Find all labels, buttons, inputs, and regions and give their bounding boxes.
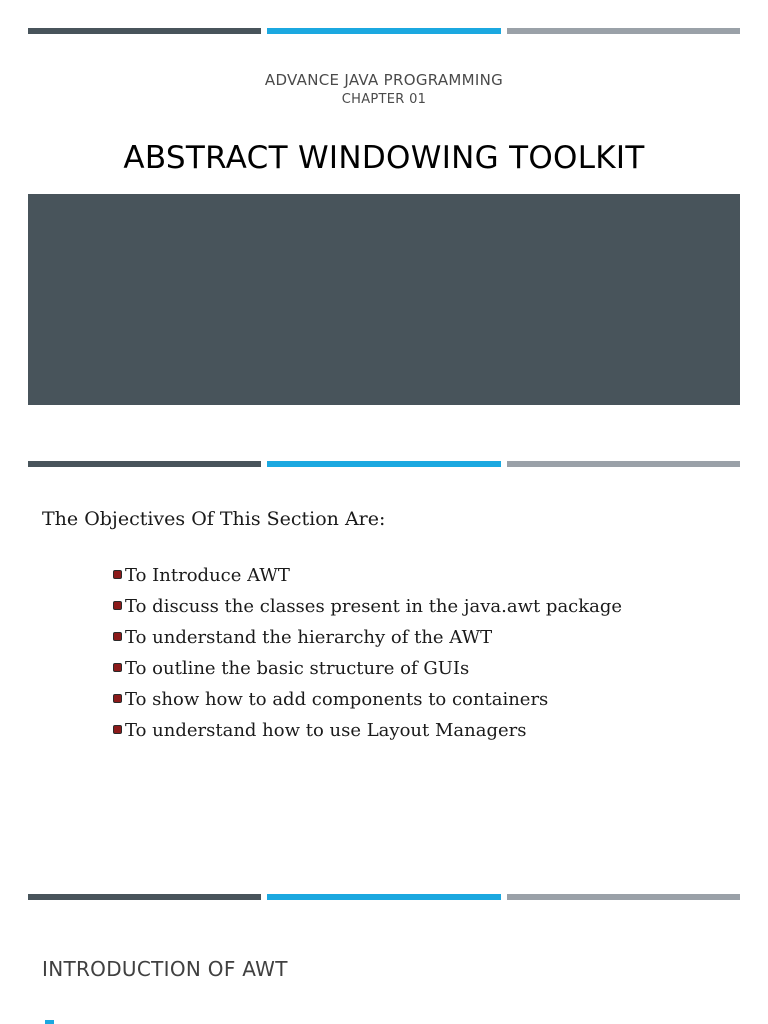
rule-segment-gray bbox=[507, 461, 740, 467]
chapter-label: CHAPTER 01 bbox=[341, 92, 427, 107]
rule-segment-blue bbox=[267, 894, 500, 900]
list-item-text: To show how to add components to containers bbox=[125, 689, 549, 710]
list-item bbox=[113, 688, 622, 719]
square-bullet-icon bbox=[113, 601, 122, 610]
rule-segment-blue bbox=[267, 28, 500, 34]
middle-divider-rule bbox=[28, 461, 740, 467]
list-item bbox=[113, 657, 622, 688]
section-heading: INTRODUCTION OF AWT bbox=[42, 957, 288, 981]
square-bullet-icon bbox=[113, 663, 122, 672]
rule-segment-dark bbox=[28, 28, 261, 34]
list-item-text: To understand how to use Layout Managers bbox=[125, 720, 527, 741]
list-item bbox=[113, 595, 622, 626]
list-item-text: To Introduce AWT bbox=[125, 565, 290, 586]
title-banner bbox=[28, 194, 740, 405]
bottom-divider-rule bbox=[28, 894, 740, 900]
square-bullet-icon bbox=[113, 570, 122, 579]
square-bullet-icon bbox=[113, 725, 122, 734]
list-item-text: To discuss the classes present in the java.awt package bbox=[125, 596, 623, 617]
course-title: ADVANCE JAVA PROGRAMMING bbox=[264, 71, 504, 89]
list-item bbox=[113, 564, 622, 595]
objectives-list bbox=[113, 564, 622, 750]
rule-segment-gray bbox=[507, 28, 740, 34]
square-bullet-icon bbox=[113, 632, 122, 641]
rule-segment-blue bbox=[267, 461, 500, 467]
rule-segment-dark bbox=[28, 461, 261, 467]
square-bullet-icon bbox=[113, 694, 122, 703]
slide-title: ABSTRACT WINDOWING TOOLKIT bbox=[123, 140, 645, 176]
objectives-heading: The Objectives Of This Section Are: bbox=[42, 508, 386, 530]
list-item bbox=[113, 626, 622, 657]
blue-bullet-icon bbox=[45, 1020, 54, 1024]
rule-segment-dark bbox=[28, 894, 261, 900]
list-item-text: To outline the basic structure of GUIs bbox=[125, 658, 470, 679]
list-item bbox=[113, 719, 622, 750]
list-item-text: To understand the hierarchy of the AWT bbox=[125, 627, 493, 648]
rule-segment-gray bbox=[507, 894, 740, 900]
top-divider-rule bbox=[28, 28, 740, 34]
